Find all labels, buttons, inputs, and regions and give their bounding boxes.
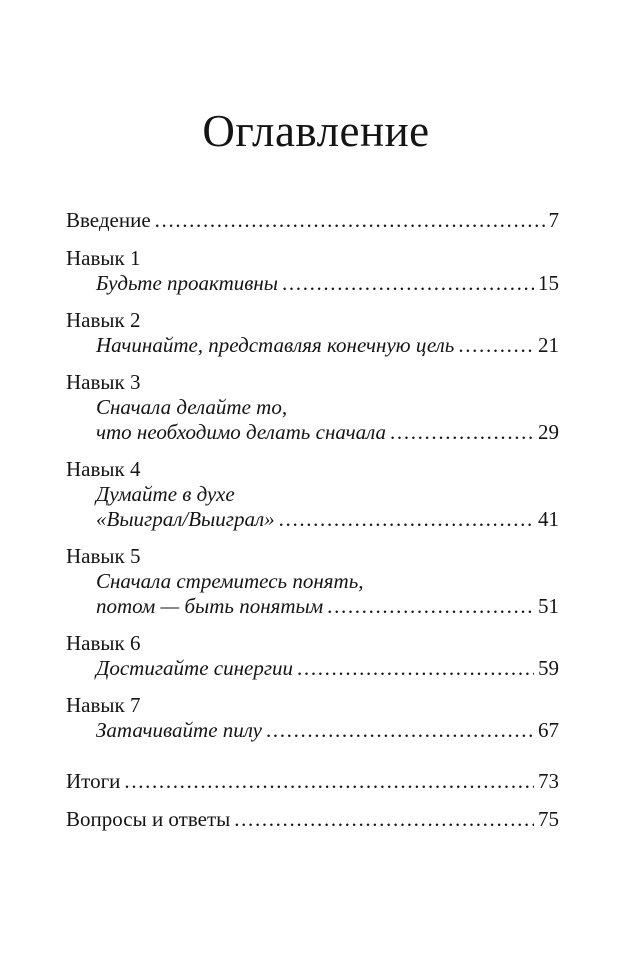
dot-leader: [282, 270, 534, 296]
toc-heading-skill-7: Навык 7: [66, 693, 141, 717]
toc-page-number: 67: [538, 718, 559, 742]
dot-leader: [234, 806, 534, 832]
toc-entry-label: Затачивайте пилу: [96, 718, 262, 742]
toc-entry-label: Введение: [66, 208, 151, 232]
toc-page-number: 7: [548, 208, 559, 232]
toc-entry-label: потом — быть понятым: [96, 594, 324, 618]
toc-heading-skill-2: Навык 2: [66, 308, 141, 332]
toc-page-number: 15: [538, 271, 559, 295]
toc-entry-skill-6[interactable]: [96, 655, 559, 681]
toc-entry-label: Будьте проактивны: [96, 271, 278, 295]
page-title: Оглавление: [202, 106, 430, 156]
toc-entry-skill-3-line1: Сначала делайте то,: [96, 395, 288, 419]
dot-leader: [327, 593, 534, 619]
dot-leader: [297, 655, 534, 681]
toc-entry-skill-5[interactable]: [96, 593, 559, 619]
toc-page-number: 51: [538, 594, 559, 618]
toc-heading-skill-3: Навык 3: [66, 370, 141, 394]
dot-leader: [390, 419, 534, 445]
toc-page-number: 29: [538, 420, 559, 444]
dot-leader: [155, 207, 545, 233]
toc-entry-skill-1[interactable]: [96, 270, 559, 296]
toc-page-number: 21: [538, 333, 559, 357]
toc-page-number: 59: [538, 656, 559, 680]
toc-heading-skill-4: Навык 4: [66, 457, 141, 481]
dot-leader: [279, 506, 534, 532]
toc-entry-label: «Выиграл/Выиграл»: [96, 507, 275, 531]
toc-page-number: 41: [538, 507, 559, 531]
toc-entry-skill-5-line1: Сначала стремитесь понять,: [96, 569, 364, 593]
toc-entry-summary[interactable]: [66, 768, 559, 794]
toc-entry-label: Достигайте синергии: [96, 656, 294, 680]
toc-entry-qa[interactable]: [66, 806, 559, 832]
toc-heading-skill-6: Навык 6: [66, 631, 141, 655]
toc-heading-skill-5: Навык 5: [66, 544, 141, 568]
toc-entry-label: Итоги: [66, 769, 121, 793]
toc-entry-skill-4-line1: Думайте в духе: [96, 482, 235, 506]
toc-entry-skill-4[interactable]: [96, 506, 559, 532]
dot-leader: [266, 717, 534, 743]
toc-entry-skill-2[interactable]: [96, 332, 559, 358]
toc-page-number: 73: [538, 769, 559, 793]
dot-leader: [458, 332, 534, 358]
toc-entry-label: что необходимо делать сначала: [96, 420, 387, 444]
toc-entry-skill-7[interactable]: [96, 717, 559, 743]
toc-entry-intro[interactable]: [66, 207, 559, 233]
dot-leader: [124, 768, 534, 794]
toc-entry-label: Вопросы и ответы: [66, 807, 231, 831]
toc-entry-skill-3[interactable]: [96, 419, 559, 445]
toc-entry-label: Начинайте, представляя конечную цель: [96, 333, 455, 357]
toc-heading-skill-1: Навык 1: [66, 246, 141, 270]
toc-page-number: 75: [538, 807, 559, 831]
